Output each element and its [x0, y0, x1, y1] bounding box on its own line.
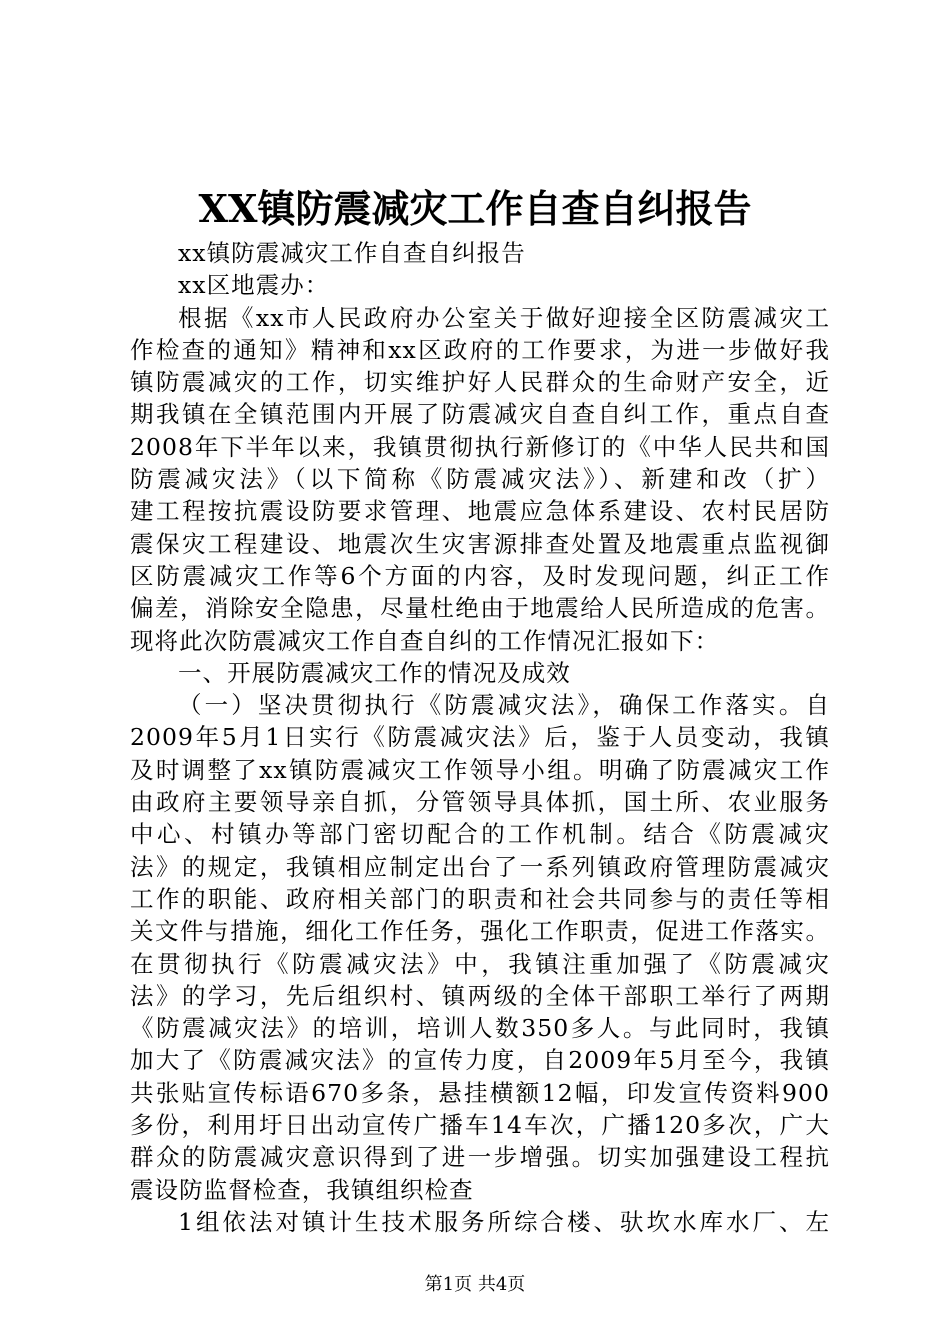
body-line: 作检查的通知》精神和xx区政府的工作要求，为进一步做好我: [130, 335, 830, 364]
document-body: [130, 237, 830, 1238]
body-line: 期我镇在全镇范围内开展了防震减灾自查自纠工作，重点自查: [130, 400, 830, 429]
body-line: 镇防震减灾的工作，切实维护好人民群众的生命财产安全，近: [130, 368, 830, 397]
body-line: 法》的学习，先后组织村、镇两级的全体干部职工举行了两期: [130, 981, 830, 1010]
body-line: 法》的规定，我镇相应制定出台了一系列镇政府管理防震减灾: [130, 852, 830, 881]
body-line: xx镇防震减灾工作自查自纠报告: [178, 239, 526, 267]
body-line: 2008年下半年以来，我镇贯彻执行新修订的《中华人民共和国: [130, 432, 830, 461]
body-line: （一）坚决贯彻执行《防震减灾法》，确保工作落实。自: [178, 691, 830, 720]
body-line: 1组依法对镇计生技术服务所综合楼、驮坎水库水厂、左: [178, 1207, 830, 1236]
body-line: 《防震减灾法》的培训，培训人数350多人。与此同时，我镇: [130, 1014, 830, 1043]
body-line: 偏差，消除安全隐患，尽量杜绝由于地震给人民所造成的危害。: [130, 594, 830, 623]
body-line: 共张贴宣传标语670多条，悬挂横额12幅，印发宣传资料900: [130, 1078, 830, 1107]
body-line: 根据《xx市人民政府办公室关于做好迎接全区防震减灾工: [178, 303, 830, 332]
body-line: 震设防监督检查，我镇组织检查: [130, 1175, 474, 1204]
document-title: XX镇防震减灾工作自查自纠报告: [198, 186, 752, 231]
body-line: 由政府主要领导亲自抓，分管领导具体抓，国土所、农业服务: [130, 788, 830, 817]
body-line: 2009年5月1日实行《防震减灾法》后，鉴于人员变动，我镇: [130, 723, 830, 752]
body-line: 及时调整了xx镇防震减灾工作领导小组。明确了防震减灾工作: [130, 755, 830, 784]
body-line: 区防震减灾工作等6个方面的内容，及时发现问题，纠正工作: [130, 561, 830, 590]
body-line: xx区地震办：: [178, 271, 330, 300]
body-line: 中心、村镇办等部门密切配合的工作机制。结合《防震减灾: [130, 820, 830, 849]
body-line: 防震减灾法》（以下简称《防震减灾法》）、新建和改（扩）: [130, 465, 830, 494]
body-line: 震保灾工程建设、地震次生灾害源排查处置及地震重点监视御: [130, 529, 830, 558]
body-line: 在贯彻执行《防震减灾法》中，我镇注重加强了《防震减灾: [130, 949, 830, 978]
body-line: 建工程按抗震设防要求管理、地震应急体系建设、农村民居防: [130, 497, 830, 526]
body-line: 多份，利用圩日出动宣传广播车14车次，广播120多次，广大: [130, 1111, 830, 1140]
body-line: 群众的防震减灾意识得到了进一步增强。切实加强建设工程抗: [130, 1143, 830, 1172]
body-line: 工作的职能、政府相关部门的职责和社会共同参与的责任等相: [130, 884, 830, 913]
body-line: 一、开展防震减灾工作的情况及成效: [178, 658, 571, 687]
body-line: 现将此次防震减灾工作自查自纠的工作情况汇报如下：: [130, 626, 720, 655]
page-footer: 第1页 共4页: [424, 1274, 526, 1295]
body-line: 加大了《防震减灾法》的宣传力度，自2009年5月至今，我镇: [130, 1046, 830, 1075]
body-line: 关文件与措施，细化工作任务，强化工作职责，促进工作落实。: [130, 917, 830, 946]
